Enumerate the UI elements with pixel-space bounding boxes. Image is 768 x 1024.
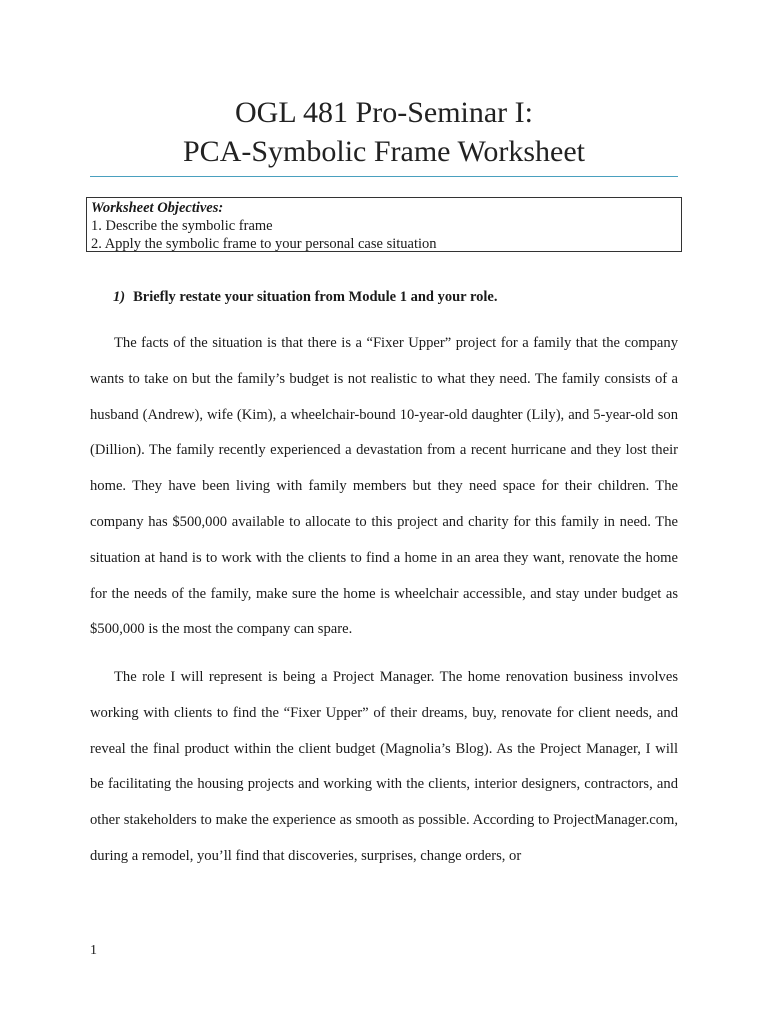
worksheet-objectives-box bbox=[86, 197, 682, 252]
question-1-number: 1) bbox=[113, 289, 126, 305]
document-title-line-1: OGL 481 Pro-Seminar I: bbox=[234, 96, 533, 129]
document-title-line-2: PCA-Symbolic Frame Worksheet bbox=[183, 135, 585, 168]
objective-item-1: 1. Describe the symbolic frame bbox=[91, 218, 273, 234]
page-number: 1 bbox=[90, 943, 97, 958]
situation-paragraph: The facts of the situation is that there is a “Fixer Upper” project for a family that the company wants to take on but the family’s budget is not realistic to what they need. The family consists of a husband (Andrew), wife (Kim), a wheelchair-bound 10-year-old daughter (Lily), and 5-year-old son (Dillion). The family recently experienced a devastation from a recent hurricane and they lost their home. They have been living with family members but they need space for their children. The company has $500,000 available to allocate to this project and charity for this family in need. The situation at hand is to work with the clients to find a home in an area they want, renovate the home for the needs of the family, make sure the home is wheelchair accessible, and stay under budget as $500,000 is the most the company can spare. bbox=[90, 335, 678, 638]
objectives-heading: Worksheet Objectives: bbox=[91, 200, 224, 216]
role-paragraph: The role I will represent is being a Project Manager. The home renovation business involves working with clients to find the “Fixer Upper” of their dreams, buy, renovate for client needs, and reveal the final product within the client budget (Magnolia’s Blog). As the Project Manager, I will be facilitating the housing projects and working with the clients, interior designers, contractors, and other stakeholders to make the experience as smooth as possible. According to ProjectManager.com, during a remodel, you’ll find that discoveries, surprises, change orders, or bbox=[90, 669, 678, 864]
title-divider bbox=[90, 176, 678, 177]
objective-item-2: 2. Apply the symbolic frame to your personal case situation bbox=[91, 236, 437, 252]
question-1-text: Briefly restate your situation from Module 1 and your role. bbox=[133, 289, 498, 305]
question-1 bbox=[113, 287, 497, 307]
